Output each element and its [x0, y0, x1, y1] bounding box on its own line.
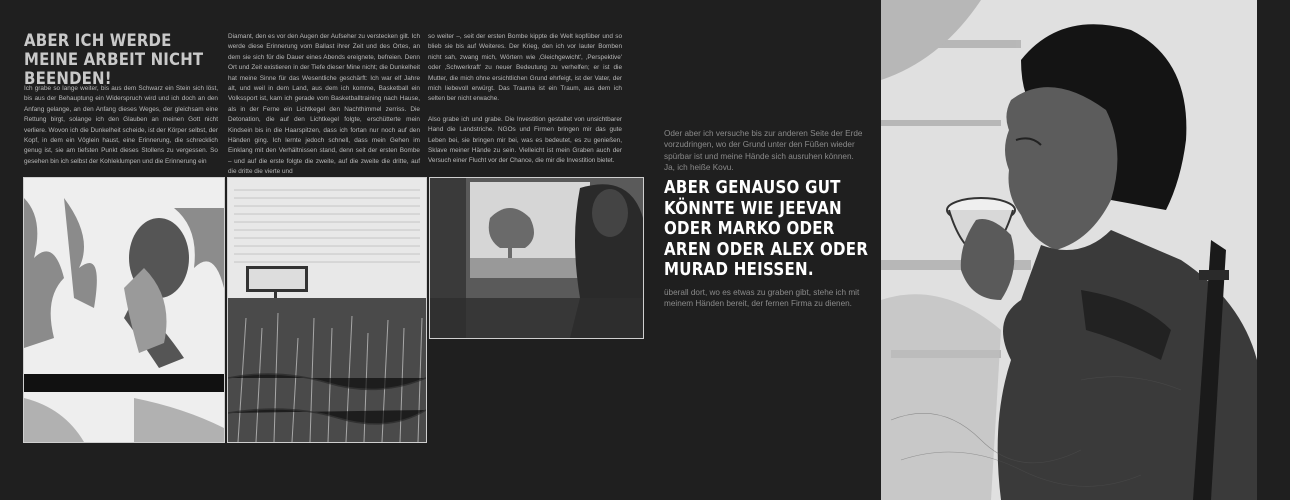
text-column-1 [24, 84, 218, 177]
paragraph: Diamant, den es vor den Augen der Aufseher zu verstecken gilt. Ich werde diese Erinnerung vom Ballast ihrer Zeit und des Ortes, an dem sie sich für die Dauer eines Abends ereignete, befreien. Denn Ort und Zeit existieren in der Tiefe dieser Mine nicht; die Dunkelheit hat meine Sinne für das Wesentliche geschärft: Ich war elf Jahre alt, und weil in dem Land, aus dem ich komme, Basketball ein Volkssport ist, kam ich gerade vom Basketballtraining nach Hause, als in der Ferne ein Lichtkegel den Nachthimmel zerriss. Die Detonation, die auf den Lichtkegel folgte, erschütterte mein Kindsein bis in die Haarspitzen, dass ich fortan nur noch auf den Händen ging. Ich lernte jedoch schnell, dass mein Gehen im Einklang mit den Verhältnissen stand, denn seit der ersten Bombe – und auf die erste folgte die zweite, auf die zweite die dritte, auf die dritte die vierte und [228, 33, 420, 176]
paragraph: Ich grabe so lange weiter, bis aus dem Schwarz ein Stein sich löst, bis aus der Behauptung ein Widerspruch wird und ich doch an den Anfang gelange, an den Anfang dieses Weges, der gleichsam eine Rettung birgt, solange ich den Glauben an meinen Gott nicht verliere. Wovon ich die Dunkelheit scheide, ist der Körper selbst, der Kopf, in dem ein Vöglein haust, eine Erinnerung, die schrecklich genug ist, sie am tiefsten Punkt dieses Stollens zu vergessen. So gesehen bin ich selbst der Kohleklumpen und die Erinnerung ein [24, 85, 218, 165]
headline: ABER ICH WERDE MEINE ARBEIT NICHT BEENDEN! [24, 31, 204, 89]
paragraph: Also grabe ich und grabe. Die Investition gestaltet von unsichtbarer Hand die Landstriche. NGOs und Firmen bringen mir das gute Leben bei, sie bringen mir bei, was es bedeutet, es zu genießen, Sklave meiner Hände zu sein. Vielleicht ist mein Graben auch der Versuch einer Flucht vor der Chance, die mir die Investition bietet. [428, 115, 622, 165]
text-column-2 [228, 32, 420, 188]
photo-child-soldier-drinking [881, 0, 1257, 500]
photo-person-lying-in-field [24, 178, 224, 442]
pull-quote: ABER GENAUSO GUT KÖNNTE WIE JEEVAN ODER MARKO ODER AREN ODER ALEX ODER MURAD HEISSEN. [664, 178, 869, 280]
intro-text: Oder aber ich versuche bis zur anderen Seite der Erde vorzudringen, wo der Grund unter den Füßen wieder spürbar ist und meine Hände sich ausruhen können. Ja, ich heiße Kovu. [664, 129, 863, 173]
paragraph: so weiter –, seit der ersten Bombe kippte die Welt kopfüber und so blieb sie bis auf Weiteres. Der Krieg, den ich vor lauter Bomben nicht sah, zwang mich, Wörtern wie ‚Gleichgewicht', ‚Perspektive' oder ‚Schwerkraft' zu neuer Bedeutung zu verhelfen; er ist die Mutter, die mich ohne ersichtlichen Grund ehrfeigt, ist der Vater, der mich liebevoll erwürgt. Das Trauma ist ein Traum, aus dem ich selten ber nicht erwache. [428, 33, 622, 103]
photo-window-view [430, 178, 643, 338]
text-column-3 [428, 32, 622, 177]
photo-sign-and-grass [228, 178, 426, 442]
outro-text: überall dort, wo es etwas zu graben gibt, stehe ich mit meinem Händen bereit, der fernen Firma zu dienen. [664, 288, 860, 309]
